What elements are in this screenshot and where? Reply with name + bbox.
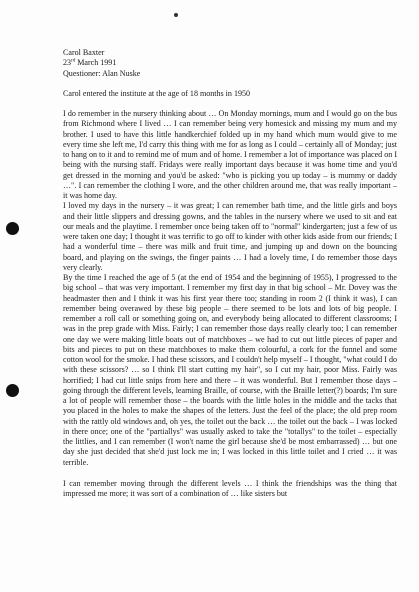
transcript-content — [63, 48, 397, 499]
date-day: 23 — [63, 58, 72, 68]
intro-line: Carol entered the institute at the age of 18 months in 1950 — [63, 88, 251, 98]
interview-date — [63, 58, 397, 68]
punch-hole-top — [6, 222, 19, 235]
questioner-line: Questioner: Alan Nuske — [63, 68, 141, 78]
paragraph-nursery-homesick: I do remember in the nursery thinking about … On Monday mornings, mum and I would go on the bus from Richmond where I lived … I can remember being very homesick and missing my mum and my brother. I used to have this little handkerchief folded up in my hand which mum would give to me every time she left me, I'd carry this thing with me for as long as I could – certainly all of Monday; just to hang on to it and to remind me of mum and of home. I remember a lot of importance was placed on I being with the nursing staff. Fridays were really important days because it was home time and you'd get dressed in the morning and you'd be asked: "who is picking you up today – is mummy or daddy …". I can remember the clothing I wore, and the other children around me, that was really important – it was home day. — [63, 109, 397, 200]
date-suffix: rd — [71, 58, 76, 64]
date-rest: March 1991 — [75, 58, 117, 68]
paper-speck — [174, 13, 178, 17]
interviewee-name: Carol Baxter — [63, 48, 105, 57]
paragraph-friendships: I can remember moving through the different levels … I think the friendships was the thing that impressed me more; it was sort of a combination of … like sisters but — [63, 478, 397, 498]
paragraph-big-school: By the time I reached the age of 5 (at the end of 1954 and the beginning of 1955), I progressed to the big school – that was very important. I remember my first day in that big school – Mr. Dovey was the headmaster then and I think it was his first year there too; standing in room 2 (I think it was), I can remember being overawed by these big people – there seemed to be lots and lots of big people. I remember a roll call or something going on, and everybody being allocated to different classrooms; I was in the prep grade with Miss. Fairly; I can remember those days really clearly too; I can remember one day we were making little boats out of matchboxes – we had to cut out little pieces of paper and bits and pieces to put on these matchboxes to make them colourful, a cork for the funnel and some cotton wool for the smoke. I had these scissors, and I couldn't help myself – I thought, "what could I do with these scissors? … so I think I'll start cutting my hair", so I cut my hair, poor Miss. Fairly was horrified; I had cut little snips from here and there – it was wonderful. But I remember those days – going through the different levels, learning Braille, of course, with the Braille letter(?) boards; I'm sure a lot of people will remember those – the boards with the little holes in the middle and the tacks that you placed in the holes to make the shapes of the letters. Just the feel of the place; the old prep room with the rattly old windows and, oh yes, the toilet out the back … the toilet out the back – I was locked in there once; one of the "partiallys" was usually asked to take the "totallys" to the toilet – especially the littlies, and I can remember (I won't name the girl because she'd be most embarrassed) … but one day she just decided that she'd just lock me in; I was locked in this little toilet and I cried … it was terrible. — [63, 273, 397, 467]
punch-hole-bottom — [6, 384, 19, 397]
paragraph-nursery-days: I loved my days in the nursery – it was great; I can remember bath time, and the little girls and boys and their little slippers and dressing gowns, and the tables in the nursery where we used to sit and eat our meals and the playtime. I remember once being taken off to "normal" kindergarten; just a few of us were taken one day; I thought it was terrific to go off to kinder with other kids aside from our friends; I had a wonderful time – there was milk and fruit time, and jumping up and down on the bouncing board, and playing on the swings, the finger paints … I had a lovely time, I do remember those days very clearly. — [63, 201, 397, 272]
transcript-body — [63, 109, 397, 499]
